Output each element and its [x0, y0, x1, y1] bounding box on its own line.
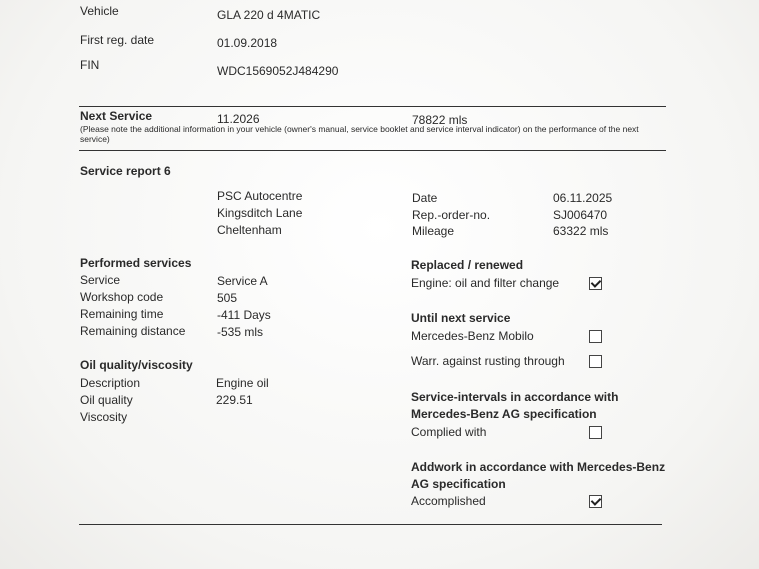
addwork-item-label: Accomplished [411, 494, 486, 508]
first-reg-value: 01.09.2018 [217, 36, 278, 50]
date-label: Date [412, 191, 438, 205]
performed-label: Service [80, 273, 121, 287]
replaced-item-label: Engine: oil and filter change [411, 276, 560, 290]
until-next-title: Until next service [411, 311, 511, 325]
addwork-title: Addwork in accordance with Mercedes-Benz [411, 460, 666, 474]
intervals-title: Mercedes-Benz AG specification [411, 407, 597, 421]
mileage-value: 63322 mls [553, 224, 609, 238]
fin-value: WDC1569052J484290 [217, 64, 339, 78]
address-line: Cheltenham [217, 223, 282, 237]
performed-value: 505 [217, 291, 238, 305]
divider [79, 150, 666, 151]
performed-label: Remaining distance [80, 324, 186, 338]
address-line: PSC Autocentre [217, 189, 303, 203]
intervals-title: Service-intervals in accordance with [411, 390, 619, 404]
report-title: Service report 6 [80, 164, 171, 178]
accomplished-checkbox[interactable] [589, 495, 602, 508]
order-label: Rep.-order-no. [412, 208, 491, 222]
vehicle-value: GLA 220 d 4MATIC [217, 8, 321, 22]
replaced-title: Replaced / renewed [411, 258, 524, 272]
next-service-distance: 78822 mls [412, 113, 468, 127]
until-next-item-label: Warr. against rusting through [411, 354, 565, 368]
next-service-label: Next Service [80, 109, 153, 123]
divider [79, 524, 662, 525]
oil-title: Oil quality/viscosity [80, 358, 193, 372]
performed-label: Remaining time [80, 307, 164, 321]
oil-value: Engine oil [216, 376, 269, 390]
replaced-checkbox[interactable] [589, 277, 602, 290]
first-reg-label: First reg. date [80, 33, 155, 47]
addwork-title: AG specification [411, 477, 506, 491]
performed-value: -535 mls [217, 325, 264, 339]
address-line: Kingsditch Lane [217, 206, 303, 220]
performed-value: -411 Days [217, 308, 271, 322]
next-service-date: 11.2026 [217, 112, 260, 126]
order-value: SJ006470 [553, 208, 608, 222]
performed-label: Workshop code [80, 290, 164, 304]
next-service-note: (Please note the additional information in your vehicle (owner's manual, service booklet and service interval indicator) on the performance of the next service) [80, 124, 639, 144]
performed-value: Service A [217, 274, 268, 288]
performed-title: Performed services [80, 256, 192, 270]
oil-value: 229.51 [216, 393, 253, 407]
oil-label: Oil quality [80, 393, 133, 407]
mileage-label: Mileage [412, 224, 455, 238]
vehicle-label: Vehicle [80, 4, 119, 18]
date-value: 06.11.2025 [553, 191, 613, 205]
fin-label: FIN [80, 58, 100, 72]
complied-checkbox[interactable] [589, 426, 602, 439]
until-next-item-label: Mercedes-Benz Mobilo [411, 329, 534, 343]
oil-label: Description [80, 376, 141, 390]
divider [79, 106, 666, 107]
mobilo-checkbox[interactable] [589, 330, 602, 343]
oil-label: Viscosity [80, 410, 128, 424]
rust-warranty-checkbox[interactable] [589, 355, 602, 368]
intervals-item-label: Complied with [411, 425, 487, 439]
